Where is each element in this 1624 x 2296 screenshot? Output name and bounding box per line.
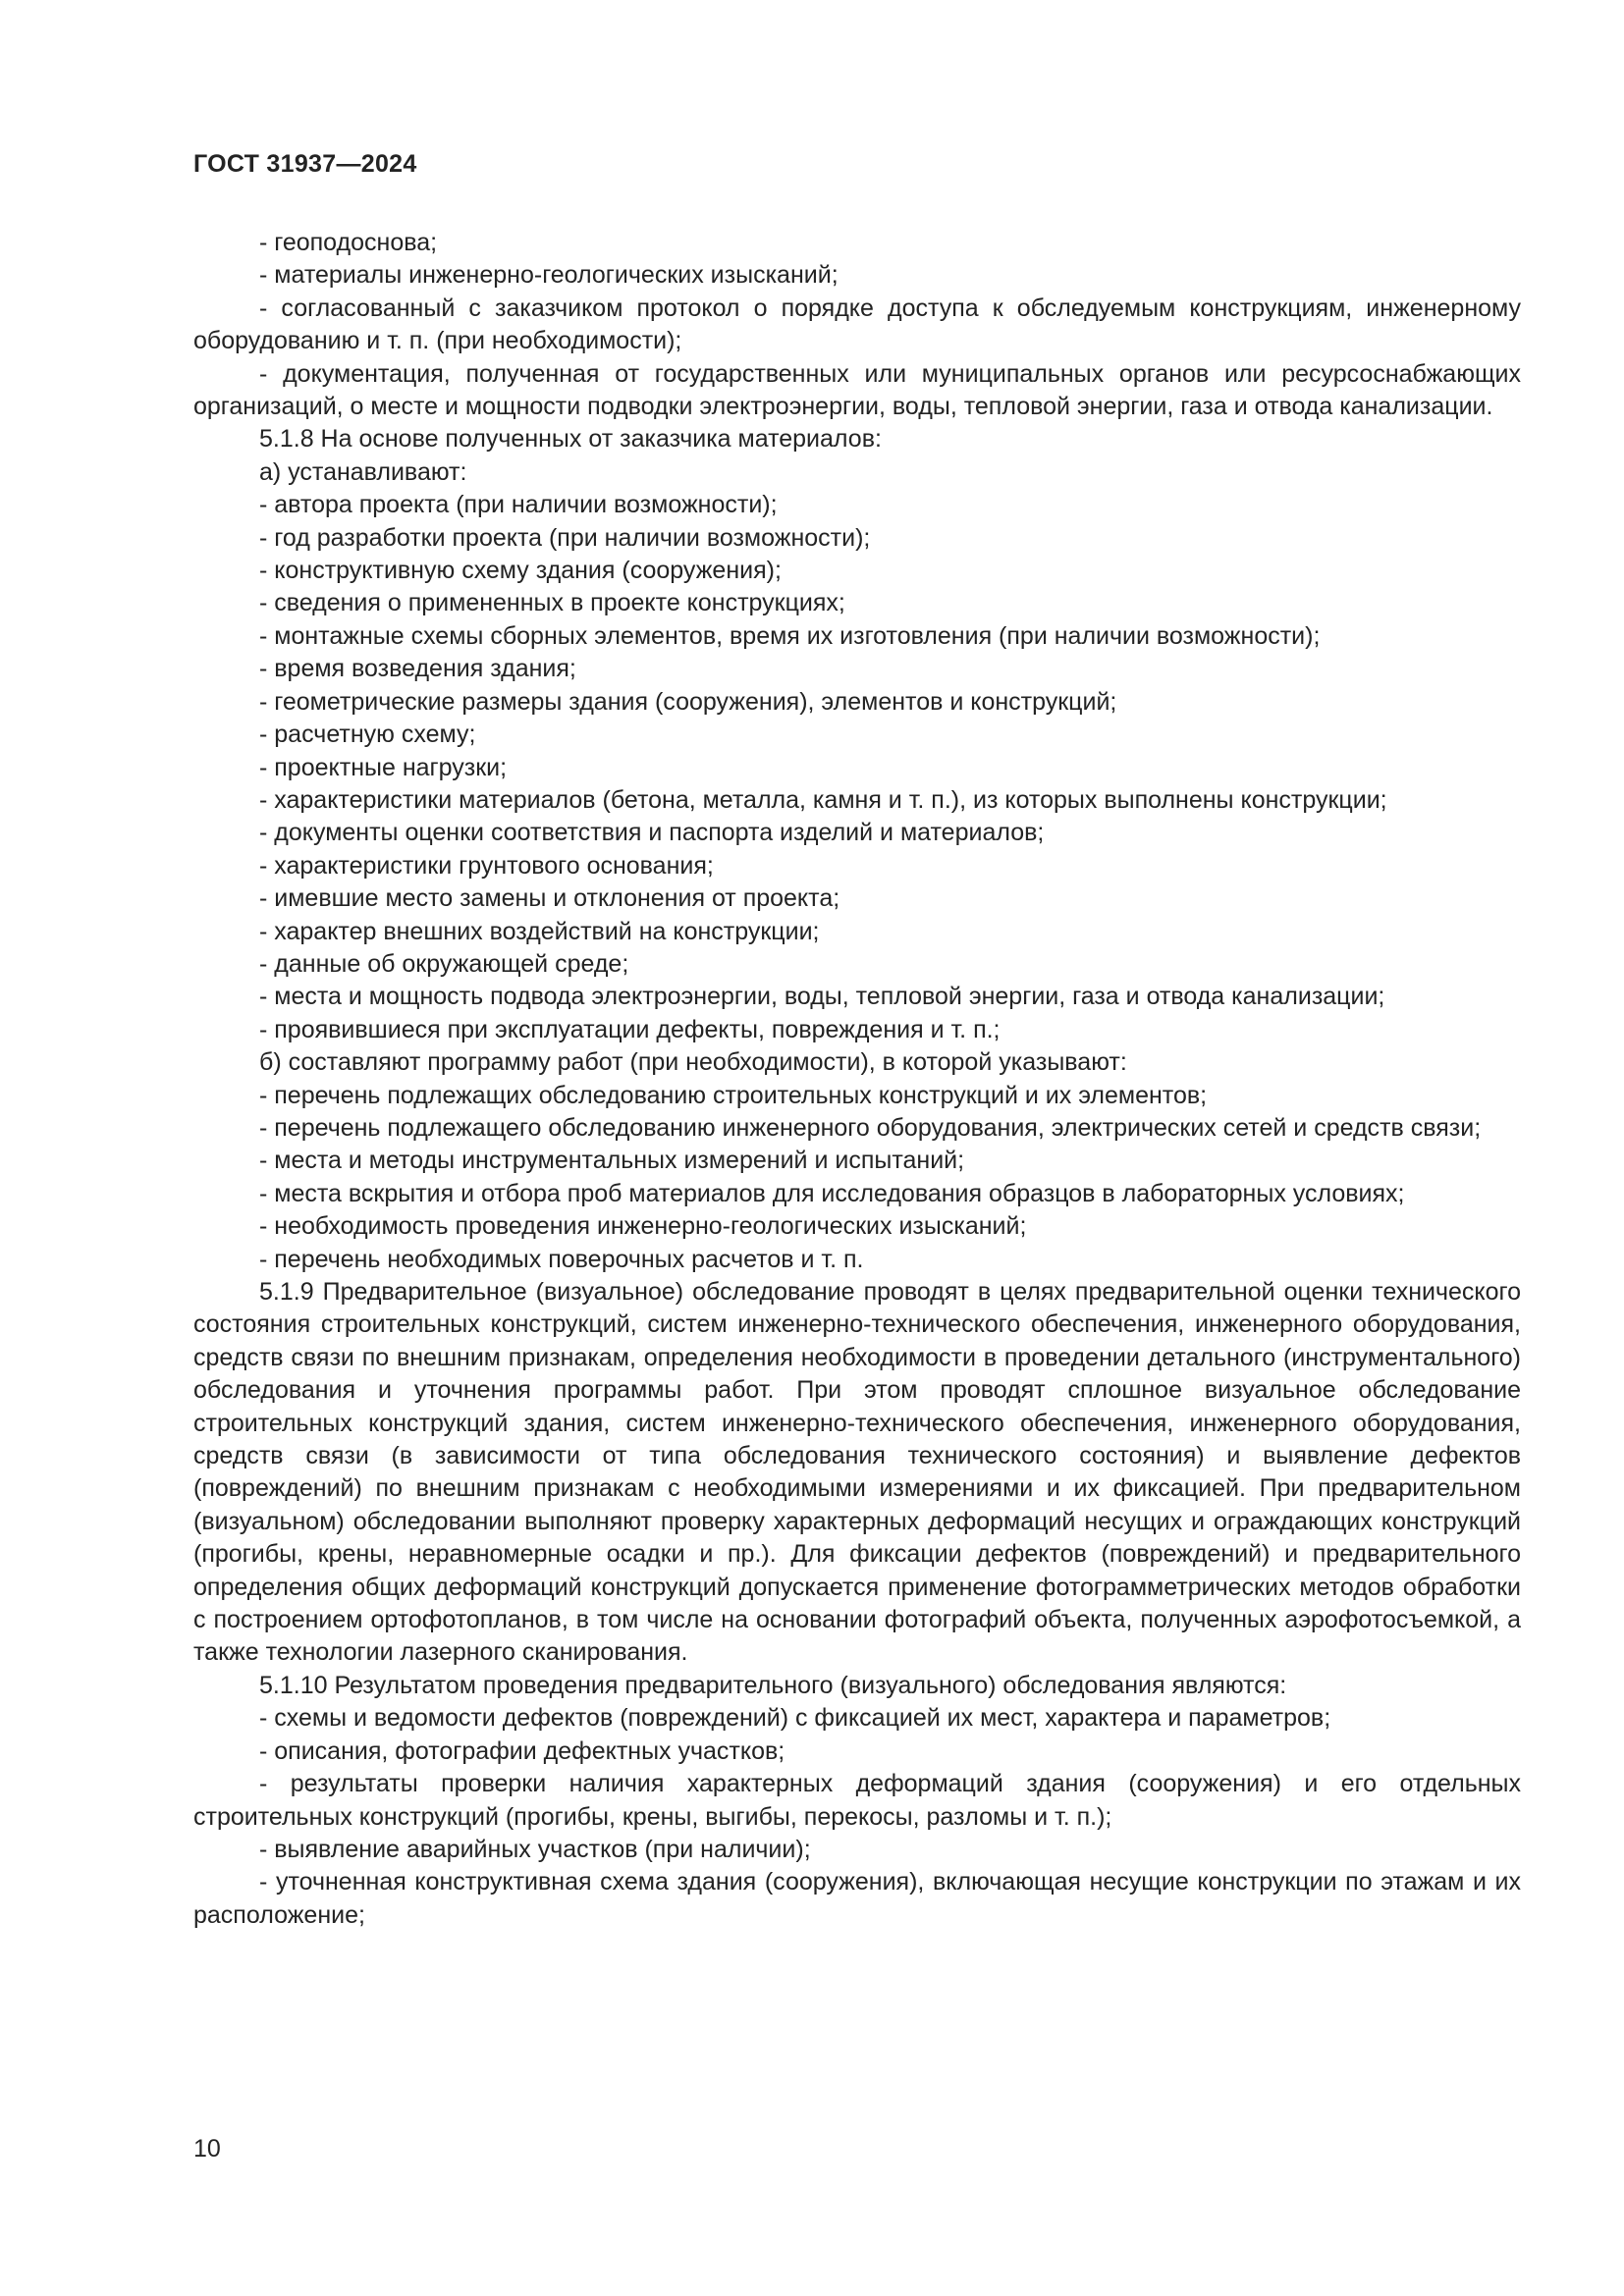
list-item: - результаты проверки наличия характерных деформаций здания (сооружения) и его отдельных строительных конструкций (прогибы, крены, выгибы, перекосы, разломы и т. п.); bbox=[193, 1770, 1521, 1831]
section-paragraph: 5.1.9 Предварительное (визуальное) обследование проводят в целях предварительной оценки технического состояния строительных конструкций, систем инженерно-технического обеспечения, инженерного оборудования, средств связи по внешним признакам, определения необходимости в проведении детального (инструментального) обследования и уточнения программы работ. При этом проводят сплошное визуальное обследование строительных конструкций здания, систем инженерно-технического обеспечения, инженерного оборудования, средств связи (в зависимости от типа обследования технического состояния) и выявление дефектов (повреждений) по внешним признакам с необходимыми измерениями и их фиксацией. При предварительном (визуальном) обследовании выполняют проверку характерных деформаций несущих и ограждающих конструкций (прогибы, крены, неравномерные осадки и пр.). Для фиксации дефектов (повреждений) и предварительного определения общих деформаций конструкций допускается применение фотограмметрических методов обработки с построением ортофотопланов, в том числе на основании фотографий объекта, полученных аэрофотосъемкой, а также технологии лазерного сканирования. bbox=[193, 1278, 1521, 1667]
paragraph: - геоподоснова; bbox=[259, 229, 438, 256]
document-body bbox=[193, 227, 1521, 1932]
list-item: - автора проекта (при наличии возможности); bbox=[259, 491, 778, 519]
list-item: - проектные нагрузки; bbox=[259, 753, 508, 781]
list-item: - характеристики материалов (бетона, металла, камня и т. п.), из которых выполнены конструкции; bbox=[259, 785, 1387, 814]
document-header: ГОСТ 31937—2024 bbox=[193, 150, 417, 178]
list-item: - схемы и ведомости дефектов (повреждений) с фиксацией их мест, характера и параметров; bbox=[259, 1704, 1331, 1733]
list-item: - места вскрытия и отбора проб материалов для исследования образцов в лабораторных условиях; bbox=[259, 1179, 1405, 1207]
list-item: - конструктивную схему здания (сооружения); bbox=[259, 557, 782, 585]
paragraph: - материалы инженерно-геологических изысканий; bbox=[259, 261, 839, 290]
list-item: - необходимость проведения инженерно-геологических изысканий; bbox=[259, 1212, 1027, 1241]
list-item: - уточненная конструктивная схема здания (сооружения), включающая несущие конструкции по этажам и их расположение; bbox=[193, 1868, 1521, 1929]
list-item: - геометрические размеры здания (сооружения), элементов и конструкций; bbox=[259, 687, 1117, 716]
list-item: - характер внешних воздействий на конструкции; bbox=[259, 917, 820, 945]
list-item: - описания, фотографии дефектных участков; bbox=[259, 1736, 785, 1765]
list-label: б) составляют программу работ (при необходимости), в которой указывают: bbox=[259, 1048, 1127, 1077]
section-heading: 5.1.8 На основе полученных от заказчика материалов: bbox=[259, 425, 882, 454]
page-number: 10 bbox=[193, 2135, 221, 2163]
list-item: - перечень необходимых поверочных расчетов и т. п. bbox=[259, 1245, 864, 1273]
list-item: - монтажные схемы сборных элементов, время их изготовления (при наличии возможности); bbox=[259, 621, 1321, 650]
list-item: - документы оценки соответствия и паспорта изделий и материалов; bbox=[259, 819, 1045, 847]
list-item: - имевшие место замены и отклонения от проекта; bbox=[259, 884, 840, 913]
list-item: - время возведения здания; bbox=[259, 655, 576, 683]
list-item: - сведения о примененных в проекте конструкциях; bbox=[259, 589, 845, 617]
list-item: - выявление аварийных участков (при наличии); bbox=[259, 1835, 811, 1863]
list-item: - характеристики грунтового основания; bbox=[259, 851, 714, 880]
list-item: - перечень подлежащего обследованию инженерного оборудования, электрических сетей и средств связи; bbox=[259, 1113, 1482, 1142]
list-item: - данные об окружающей среде; bbox=[259, 949, 629, 978]
list-item: - расчетную схему; bbox=[259, 721, 476, 749]
paragraph: - документация, полученная от государственных или муниципальных органов или ресурсоснабжающих организаций, о месте и мощности подводки электроэнергии, воды, тепловой энергии, газа и отвода канализации. bbox=[193, 359, 1521, 421]
list-item: - места и мощность подвода электроэнергии, воды, тепловой энергии, газа и отвода канализации; bbox=[259, 983, 1385, 1011]
paragraph: - согласованный с заказчиком протокол о порядке доступа к обследуемым конструкциям, инженерному оборудованию и т. п. (при необходимости); bbox=[193, 294, 1521, 355]
list-item: - места и методы инструментальных измерений и испытаний; bbox=[259, 1147, 965, 1175]
section-heading: 5.1.10 Результатом проведения предварительного (визуального) обследования являются: bbox=[259, 1671, 1287, 1699]
list-item: - перечень подлежащих обследованию строительных конструкций и их элементов; bbox=[259, 1081, 1208, 1109]
list-label: а) устанавливают: bbox=[259, 457, 467, 486]
list-item: - проявившиеся при эксплуатации дефекты, повреждения и т. п.; bbox=[259, 1015, 1001, 1043]
list-item: - год разработки проекта (при наличии возможности); bbox=[259, 523, 871, 552]
